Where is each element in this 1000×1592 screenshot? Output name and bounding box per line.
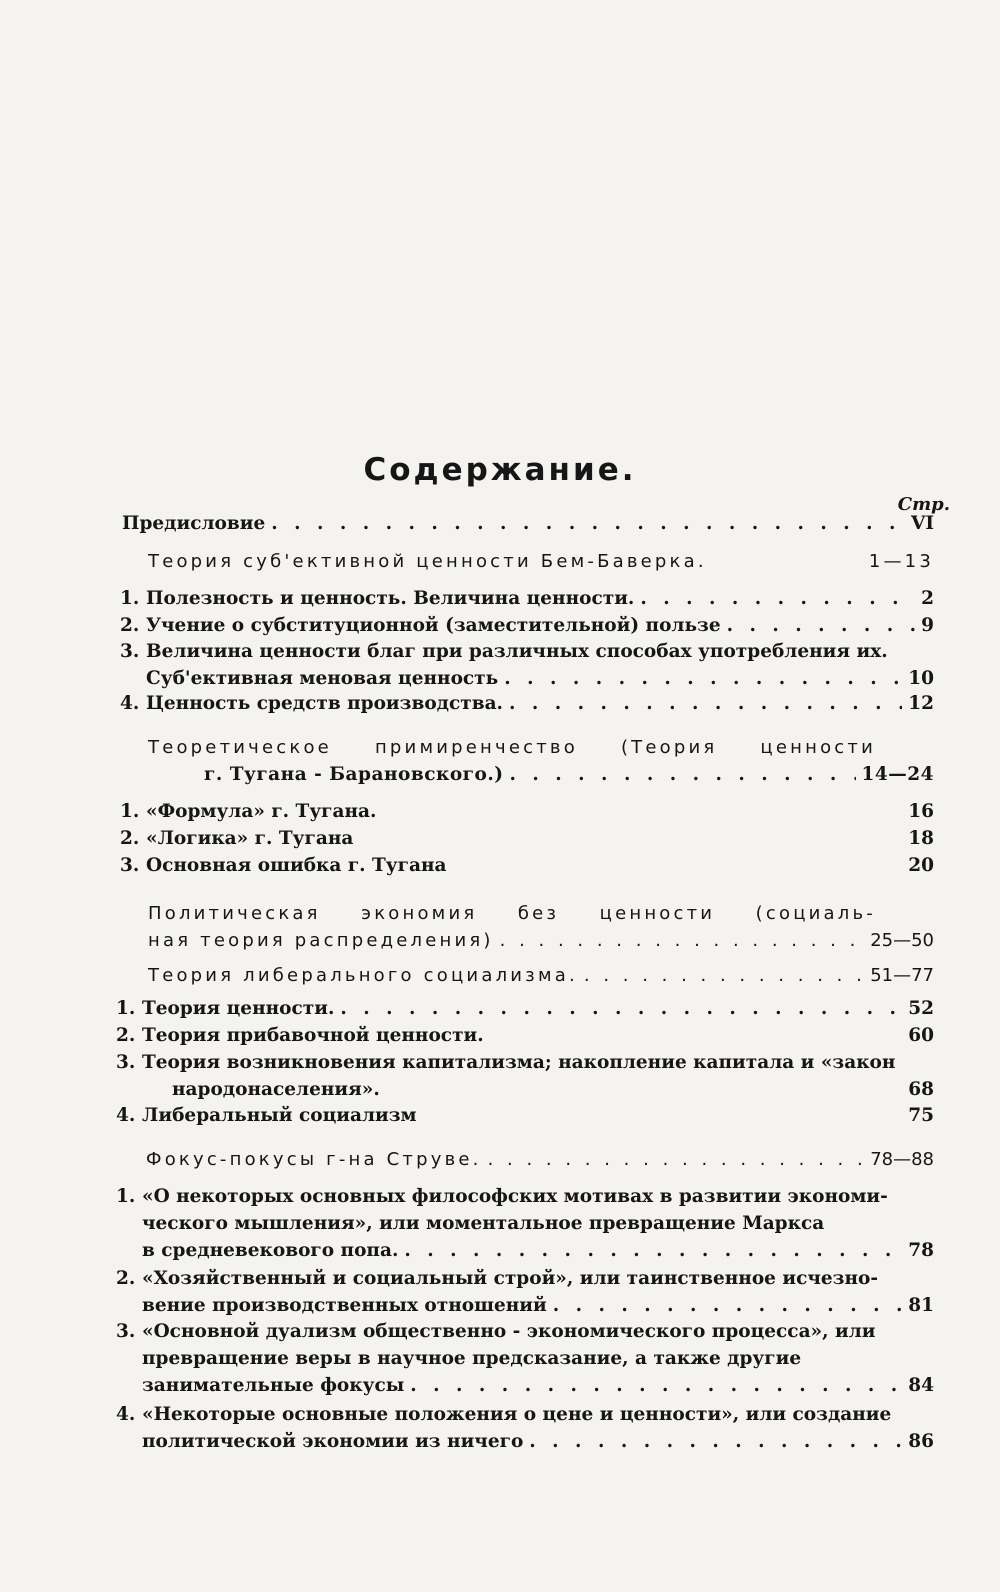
item-number: 2.	[120, 828, 140, 849]
leader-dots	[340, 995, 902, 1022]
section-heading[interactable]	[148, 900, 934, 954]
item-text: «Некоторые основные положения о цене и ценности», или создание	[142, 1404, 892, 1425]
leader-dots	[510, 761, 856, 788]
toc-item[interactable]	[116, 995, 934, 1022]
item-number: 3.	[116, 1321, 136, 1342]
item-page: 9	[921, 615, 934, 636]
toc-item[interactable]	[116, 1102, 934, 1129]
item-text: народонаселения».	[172, 1079, 380, 1100]
item-text: «Основной дуализм общественно - экономического процесса», или	[142, 1321, 876, 1342]
item-text: Учение о субституционной (заместительной) пользе	[146, 615, 721, 636]
section-heading[interactable]	[148, 734, 934, 788]
section-heading-text: Фокус-покусы г-на Струве.	[146, 1149, 482, 1170]
section-heading-text: Теория суб'ективной ценности Бем-Баверка.	[148, 551, 707, 572]
toc-item[interactable]	[120, 798, 934, 825]
item-text: вение производственных отношений	[142, 1295, 547, 1316]
leader-dots	[504, 665, 902, 692]
item-number: 3.	[116, 1052, 136, 1073]
item-number: 1.	[120, 801, 140, 822]
item-text: в средневекового попа.	[142, 1240, 399, 1261]
toc-item[interactable]	[120, 638, 934, 692]
leader-dots	[509, 690, 902, 717]
item-page: 84	[908, 1375, 934, 1396]
section-heading-text: Теория либерального социализма.	[148, 965, 578, 986]
section-pages: 51—77	[870, 965, 934, 986]
section-heading-text: г. Тугана - Барановского.)	[204, 764, 504, 785]
item-text: «Логика» г. Тугана	[146, 828, 354, 849]
section-pages: 1—13	[868, 551, 934, 572]
item-number: 3.	[120, 855, 140, 876]
item-number: 1.	[120, 588, 140, 609]
toc-preface[interactable]	[122, 510, 934, 537]
item-number: 3.	[120, 641, 140, 662]
item-page: 16	[908, 801, 934, 822]
item-text: Ценность средств производства.	[146, 693, 503, 714]
toc-item[interactable]	[116, 1049, 934, 1103]
toc-item[interactable]	[120, 612, 934, 639]
item-page: 20	[908, 855, 934, 876]
leader-dots	[271, 510, 905, 537]
item-page: 68	[908, 1079, 934, 1100]
toc-item[interactable]	[116, 1183, 934, 1264]
item-number: 2.	[116, 1268, 136, 1289]
section-heading[interactable]	[146, 1146, 934, 1173]
item-page: 81	[908, 1295, 934, 1316]
leader-dots	[488, 1146, 865, 1173]
section-heading-text: Теоретическое примиренчество (Теория ценности	[148, 737, 876, 758]
item-page: 52	[908, 998, 934, 1019]
item-page: 2	[921, 588, 934, 609]
item-number: 4.	[116, 1404, 136, 1425]
item-number: 1.	[116, 1186, 136, 1207]
leader-dots	[584, 962, 864, 989]
item-text: занимательные фокусы	[142, 1375, 405, 1396]
item-text: ческого мышления», или моментальное превращение Маркса	[142, 1213, 825, 1234]
item-number: 4.	[120, 693, 140, 714]
page-column-header: Стр.	[897, 494, 950, 515]
item-text: Либеральный социализм	[142, 1105, 417, 1126]
item-text: «О некоторых основных философских мотивах в развитии экономи-	[142, 1186, 888, 1207]
item-text: «Хозяйственный и социальный строй», или таинственное исчезно-	[142, 1268, 879, 1289]
section-pages: 14—24	[861, 764, 934, 785]
section-pages: 78—88	[870, 1149, 934, 1170]
item-number: 2.	[120, 615, 140, 636]
item-text: Теория ценности.	[142, 998, 335, 1019]
toc-item[interactable]	[116, 1401, 934, 1455]
item-page: 78	[908, 1240, 934, 1261]
toc-item[interactable]	[120, 690, 934, 717]
leader-dots	[410, 1372, 902, 1399]
item-page: 18	[908, 828, 934, 849]
section-pages: 25—50	[870, 930, 934, 951]
preface-page: VI	[910, 513, 934, 534]
item-text: Основная ошибка г. Тугана	[146, 855, 447, 876]
section-heading[interactable]	[148, 548, 934, 575]
item-number: 2.	[116, 1025, 136, 1046]
leader-dots	[529, 1428, 902, 1455]
item-page: 12	[908, 693, 934, 714]
toc-item[interactable]	[116, 1265, 934, 1319]
section-heading[interactable]	[148, 962, 934, 989]
section-heading-text: ная теория распределения)	[148, 930, 494, 951]
item-number: 4.	[116, 1105, 136, 1126]
page-title: Содержание.	[363, 452, 637, 488]
leader-dots	[500, 927, 865, 954]
toc-item[interactable]	[120, 585, 934, 612]
preface-label: Предисловие	[122, 513, 266, 534]
toc-item[interactable]	[120, 852, 934, 879]
item-text: Величина ценности благ при различных способах употребления их.	[146, 641, 888, 662]
toc-item[interactable]	[116, 1318, 934, 1399]
item-text: политической экономии из ничего	[142, 1431, 524, 1452]
leader-dots	[640, 585, 915, 612]
item-text: превращение веры в научное предсказание, а также другие	[142, 1348, 802, 1369]
item-text: Полезность и ценность. Величина ценности.	[146, 588, 635, 609]
toc-item[interactable]	[120, 825, 934, 852]
leader-dots	[553, 1292, 903, 1319]
item-text: «Формула» г. Тугана.	[146, 801, 377, 822]
item-page: 75	[908, 1105, 934, 1126]
leader-dots	[727, 612, 916, 639]
leader-dots	[404, 1237, 902, 1264]
item-text: Суб'ективная меновая ценность	[146, 668, 499, 689]
item-page: 60	[908, 1025, 934, 1046]
toc-item[interactable]	[116, 1022, 934, 1049]
item-page: 86	[908, 1431, 934, 1452]
item-page: 10	[908, 668, 934, 689]
item-text: Теория возникновения капитализма; накопление капитала и «закон	[142, 1052, 896, 1073]
section-heading-text: Политическая экономия без ценности (социаль-	[148, 903, 876, 924]
item-text: Теория прибавочной ценности.	[142, 1025, 484, 1046]
item-number: 1.	[116, 998, 136, 1019]
